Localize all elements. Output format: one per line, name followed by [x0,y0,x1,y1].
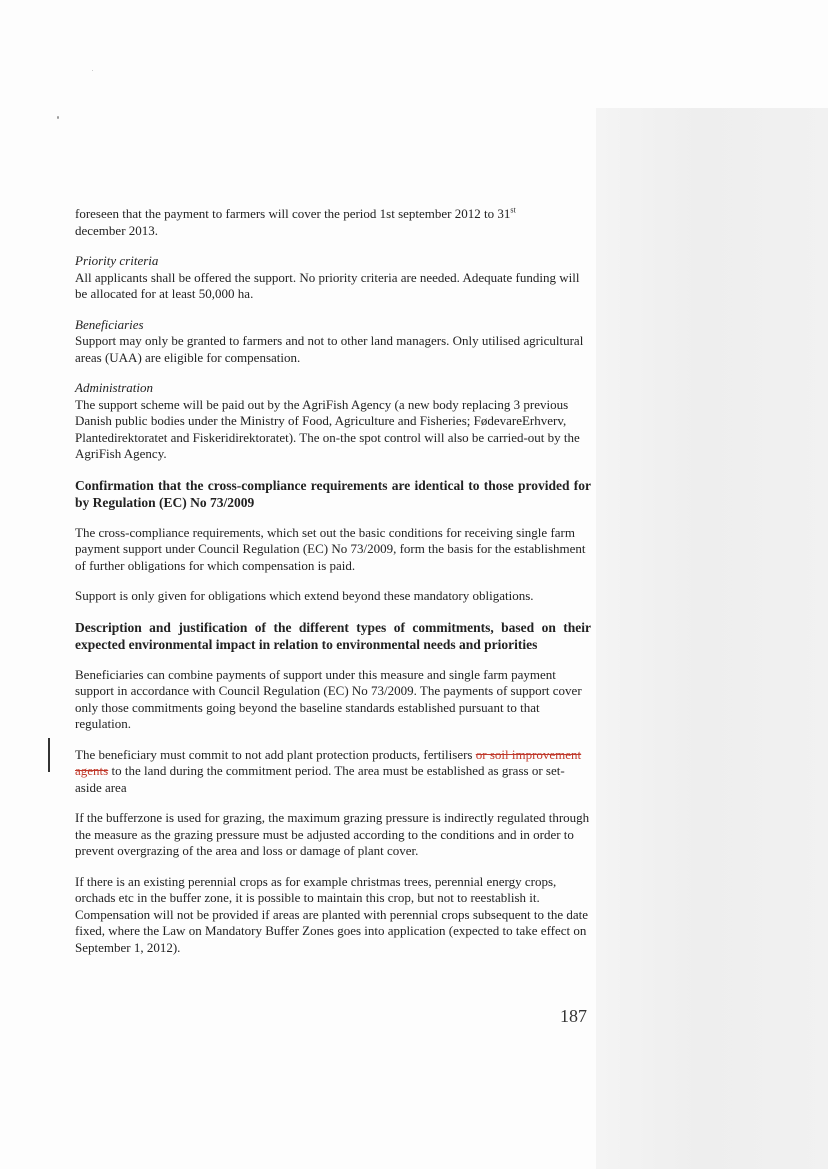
description-heading: Description and justification of the different types of commitments, based on their expected environmental impact in relation to environmental needs and priorities [75,619,591,652]
intro-line-1: foreseen that the payment to farmers will cover the period 1st september 2012 to 31 [75,206,511,221]
confirmation-heading: Confirmation that the cross-compliance requirements are identical to those provided for by Regulation (EC) No 73/2009 [75,477,591,510]
intro-line-2: december 2013. [75,222,159,238]
description-paragraph-2 [75,747,591,797]
confirmation-section [75,477,591,605]
scan-speck [57,116,59,119]
administration-text: The support scheme will be paid out by the AgriFish Agency (a new body replacing 3 previous Danish public bodies under the Ministry of Food, Agriculture and Fisheries; FødevareErhverv, Plantedirektoratet and Fiskeridirektoratet). The on-the spot control will also be carried-out by the AgriFish Agency. [75,396,580,461]
priority-section [75,253,591,303]
description-section [75,619,591,957]
intro-superscript: st [510,205,516,215]
beneficiaries-heading: Beneficiaries [75,316,144,332]
scan-speck [92,70,93,71]
scan-shading [596,108,828,1169]
intro-paragraph [75,206,591,239]
struck-through-text: or soil improvement agents [75,746,582,778]
document-body [75,206,591,956]
administration-section [75,380,591,463]
description-paragraph-4: If there is an existing perennial crops as for example christmas trees, perennial energy crops, orchads etc in the buffer zone, it is possible to maintain this crop, but not to reestablish it. Compensation will not be provided if areas are planted with perennial crops subsequent to the date fixed, where the Law on Mandatory Buffer Zones goes into application (expected to take effect on September 1, 2012). [75,873,588,955]
priority-text: All applicants shall be offered the support. No priority criteria are needed. Adequate funding will be allocated for at least 50,000 ha. [75,269,580,301]
description-paragraph-3: If the bufferzone is used for grazing, the maximum grazing pressure is indirectly regulated through the measure as the grazing pressure must be adjusted according to the conditions and in order to prevent overgrazing of the area and loss or damage of plant cover. [75,810,590,858]
page-number: 187 [560,1006,587,1026]
beneficiaries-section [75,317,591,367]
confirmation-paragraph-1: The cross-compliance requirements, which set out the basic conditions for receiving single farm payment support under Council Regulation (EC) No 73/2009, form the basis for the establishment of further obligations for which compensation is paid. [75,524,586,573]
para2-text-before: The beneficiary must commit to not add plant protection products, fertilisers [75,746,476,762]
priority-heading: Priority criteria [75,253,159,268]
beneficiaries-text: Support may only be granted to farmers and not to other land managers. Only utilised agricultural areas (UAA) are eligible for compensation. [75,333,584,365]
description-paragraph-1: Beneficiaries can combine payments of support under this measure and single farm payment support in accordance with Council Regulation (EC) No 73/2009. The payments of support cover only those commitments going beyond the baseline standards established pursuant to that regulation. [75,666,582,731]
para2-text-after: to the land during the commitment period. The area must be established as grass or set- aside area [75,763,565,795]
margin-change-bar [48,738,50,772]
confirmation-paragraph-2: Support is only given for obligations which extend beyond these mandatory obligations. [75,588,534,603]
administration-heading: Administration [75,380,154,395]
